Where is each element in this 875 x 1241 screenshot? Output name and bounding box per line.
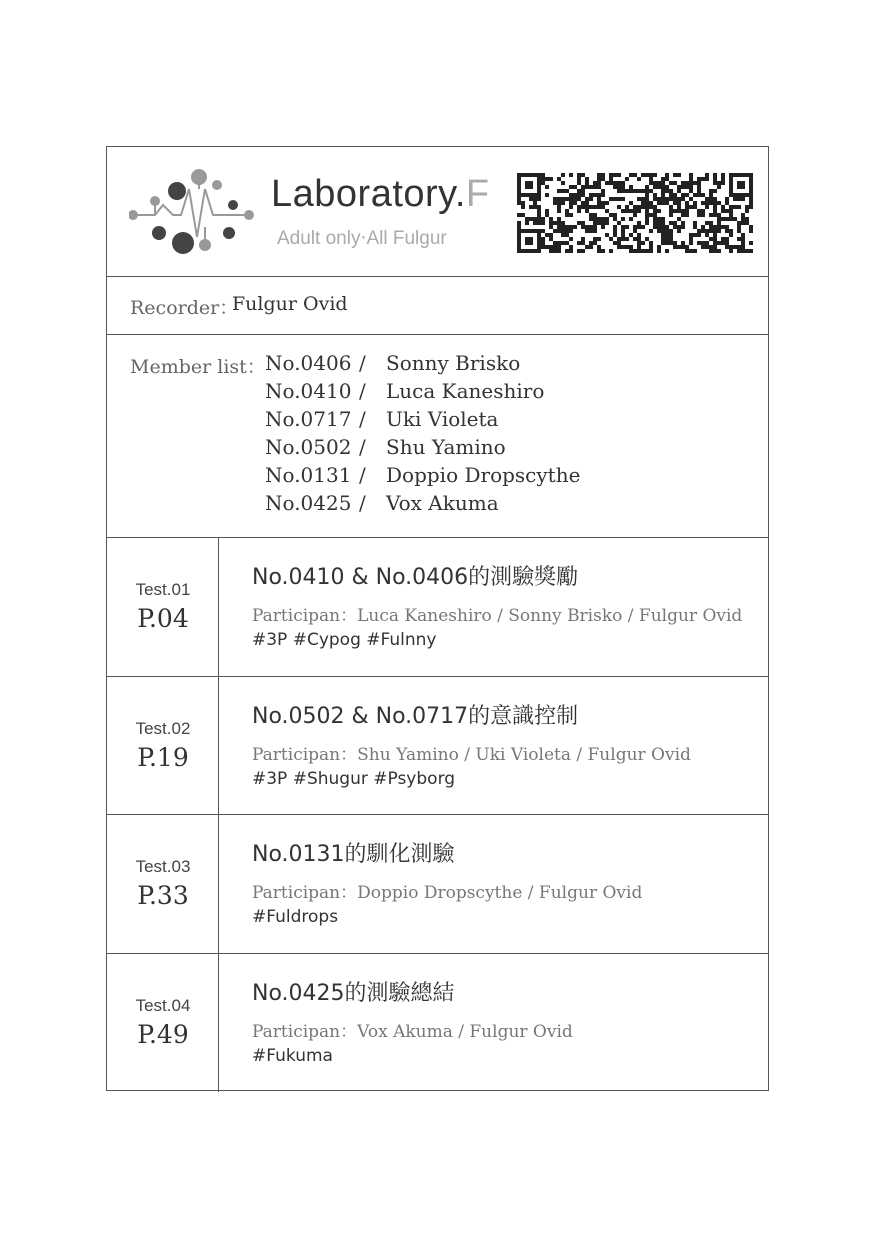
member-name: Sonny Brisko: [386, 351, 521, 375]
member-separator: /: [359, 407, 366, 431]
test-participants: Participan：Shu Yamino / Uki Violeta / Fulgur Ovid: [252, 744, 691, 765]
test-number: Test.04: [135, 995, 191, 1015]
member-name: Luca Kaneshiro: [386, 379, 545, 403]
member-separator: /: [359, 491, 366, 515]
test-page-number: P.19: [137, 742, 189, 772]
test-page-number: P.33: [137, 881, 189, 910]
member-separator: /: [359, 351, 366, 375]
test-title: No.0502 & No.0717的意識控制: [252, 703, 579, 729]
member-number: No.0425: [265, 491, 352, 515]
molecule-logo-icon: [129, 167, 259, 257]
test-tags: #Fuldrops: [252, 907, 339, 927]
test-page-number: P.49: [137, 1019, 189, 1049]
qr-code-icon: [517, 173, 753, 253]
test-number: Test.02: [135, 718, 191, 738]
test-index-cell: [107, 815, 219, 953]
test-title: No.0425的測驗總結: [252, 980, 455, 1006]
member-number: No.0717: [265, 407, 352, 431]
member-number: No.0406: [265, 351, 352, 375]
member-separator: /: [359, 463, 366, 487]
test-tags: #3P #Cypog #Fulnny: [252, 630, 437, 650]
member-number: No.0131: [265, 463, 352, 487]
test-number: Test.03: [135, 857, 191, 876]
test-entry-04[interactable]: [107, 954, 768, 1093]
test-title: No.0131的馴化測驗: [252, 842, 455, 867]
test-participants: Participan：Luca Kaneshiro / Sonny Brisko / Fulgur Ovid: [252, 606, 743, 626]
member-separator: /: [359, 379, 366, 403]
header-section: [107, 147, 768, 277]
test-participants: Participan：Doppio Dropscythe / Fulgur Ovid: [252, 883, 643, 903]
member-number: No.0502: [265, 435, 352, 459]
lab-subtitle: Adult only‧All Fulgur: [277, 228, 447, 249]
member-list-label: Member list：: [130, 356, 266, 378]
member-separator: /: [359, 435, 366, 459]
test-number: Test.01: [135, 580, 191, 599]
member-name: Uki Violeta: [386, 407, 499, 431]
lab-title-main: Laboratory.: [271, 173, 466, 215]
test-index-cell: [107, 538, 219, 676]
test-title: No.0410 & No.0406的測驗獎勵: [252, 565, 579, 590]
recorder-name: Fulgur Ovid: [232, 293, 348, 315]
member-name: Doppio Dropscythe: [386, 463, 581, 487]
test-participants: Participan：Vox Akuma / Fulgur Ovid: [252, 1021, 573, 1042]
test-tags: #Fukuma: [252, 1045, 333, 1066]
recorder-label: Recorder：: [130, 297, 239, 319]
test-entry-02[interactable]: [107, 677, 768, 816]
recorder-section: [107, 277, 768, 335]
test-index-cell: [107, 954, 219, 1093]
test-entry-03[interactable]: [107, 815, 768, 954]
member-number: No.0410: [265, 379, 352, 403]
contents-sheet: [106, 146, 769, 1091]
member-name: Shu Yamino: [386, 435, 506, 459]
lab-title: [271, 173, 490, 216]
test-page-number: P.04: [137, 604, 189, 633]
test-tags: #3P #Shugur #Psyborg: [252, 768, 456, 789]
member-name: Vox Akuma: [386, 491, 499, 515]
member-list-section: [107, 335, 768, 538]
lab-title-accent: F: [465, 173, 490, 215]
test-entry-01[interactable]: [107, 538, 768, 677]
test-index-cell: [107, 677, 219, 815]
